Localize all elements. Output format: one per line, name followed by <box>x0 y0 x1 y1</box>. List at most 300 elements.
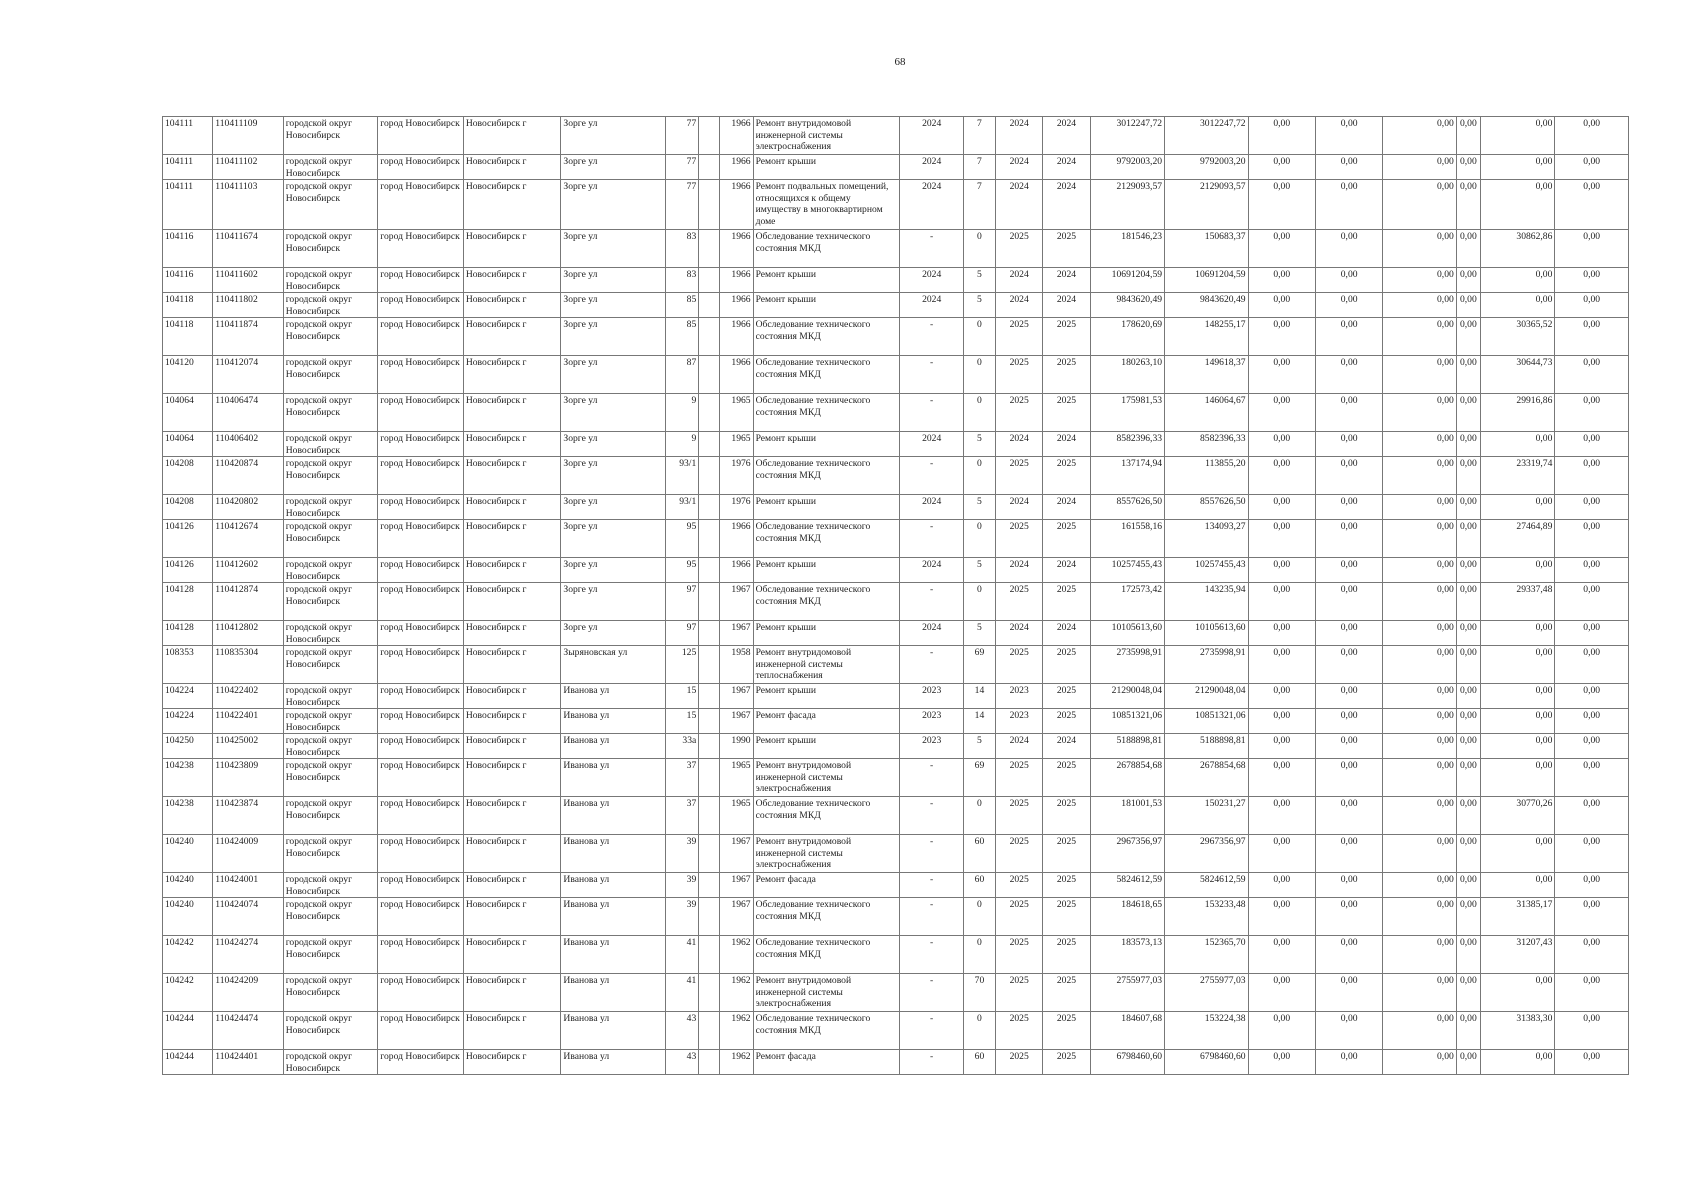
cell-other-cost: 0,00 <box>1456 898 1480 936</box>
cell-house-number: 93/1 <box>666 457 699 495</box>
cell-wear-percent: 5 <box>963 293 995 318</box>
cell-district: городской округ Новосибирск <box>283 520 378 558</box>
cell-wear-percent: 0 <box>963 520 995 558</box>
cell-work-id: 110420802 <box>213 495 283 520</box>
cell-owners-cost: 30862,86 <box>1480 230 1554 268</box>
cell-regional-cost: 0,00 <box>1315 155 1382 180</box>
cell-start-year: 2025 <box>996 974 1043 1012</box>
cell-start-year: 2024 <box>996 558 1043 583</box>
cell-plan-year: - <box>900 583 963 621</box>
cell-work-type: Обследование технического состояния МКД <box>753 1012 900 1050</box>
cell-wear-percent: 69 <box>963 759 995 797</box>
cell-plan-year: - <box>900 759 963 797</box>
cell-city: Новосибирск г <box>463 155 561 180</box>
cell-plan-year: - <box>900 230 963 268</box>
cell-build-year: 1967 <box>720 873 753 898</box>
cell-fund-cost: 113855,20 <box>1165 457 1249 495</box>
cell-house-id: 108353 <box>163 646 213 684</box>
cell-federal-cost: 0,00 <box>1248 230 1315 268</box>
cell-settlement: город Новосибирск <box>378 1012 464 1050</box>
cell-regional-cost: 0,00 <box>1315 318 1382 356</box>
cell-total-cost: 9843620,49 <box>1090 293 1164 318</box>
cell-work-id: 110412874 <box>213 583 283 621</box>
cell-house-id: 104240 <box>163 873 213 898</box>
cell-fund-cost: 2735998,91 <box>1165 646 1249 684</box>
cell-house-id: 104242 <box>163 936 213 974</box>
cell-total-cost: 180263,10 <box>1090 356 1164 394</box>
cell-total-cost: 3012247,72 <box>1090 117 1164 155</box>
cell-district: городской округ Новосибирск <box>283 268 378 293</box>
cell-house-id: 104126 <box>163 558 213 583</box>
cell-other-cost: 0,00 <box>1456 621 1480 646</box>
cell-housing <box>699 1050 720 1075</box>
cell-settlement: город Новосибирск <box>378 583 464 621</box>
cell-work-id: 110420874 <box>213 457 283 495</box>
cell-other-cost: 0,00 <box>1456 558 1480 583</box>
cell-extra-cost: 0,00 <box>1555 394 1629 432</box>
cell-regional-cost: 0,00 <box>1315 432 1382 457</box>
cell-end-year: 2024 <box>1043 268 1090 293</box>
cell-street: Зыряновская ул <box>561 646 666 684</box>
cell-city: Новосибирск г <box>463 558 561 583</box>
cell-work-type: Ремонт крыши <box>753 268 900 293</box>
cell-house-id: 104242 <box>163 974 213 1012</box>
cell-street: Иванова ул <box>561 898 666 936</box>
cell-start-year: 2025 <box>996 873 1043 898</box>
cell-city: Новосибирск г <box>463 898 561 936</box>
cell-wear-percent: 7 <box>963 117 995 155</box>
cell-local-cost: 0,00 <box>1383 1012 1456 1050</box>
cell-plan-year: - <box>900 457 963 495</box>
cell-city: Новосибирск г <box>463 974 561 1012</box>
cell-other-cost: 0,00 <box>1456 835 1480 873</box>
cell-federal-cost: 0,00 <box>1248 621 1315 646</box>
cell-end-year: 2025 <box>1043 835 1090 873</box>
cell-end-year: 2024 <box>1043 621 1090 646</box>
cell-work-type: Обследование технического состояния МКД <box>753 230 900 268</box>
cell-house-id: 104244 <box>163 1050 213 1075</box>
cell-housing <box>699 797 720 835</box>
cell-settlement: город Новосибирск <box>378 936 464 974</box>
cell-street: Иванова ул <box>561 709 666 734</box>
cell-build-year: 1966 <box>720 356 753 394</box>
cell-other-cost: 0,00 <box>1456 394 1480 432</box>
cell-city: Новосибирск г <box>463 1012 561 1050</box>
cell-other-cost: 0,00 <box>1456 1012 1480 1050</box>
cell-end-year: 2025 <box>1043 583 1090 621</box>
cell-housing <box>699 318 720 356</box>
cell-start-year: 2025 <box>996 230 1043 268</box>
cell-plan-year: 2024 <box>900 268 963 293</box>
cell-start-year: 2025 <box>996 457 1043 495</box>
cell-other-cost: 0,00 <box>1456 684 1480 709</box>
cell-local-cost: 0,00 <box>1383 117 1456 155</box>
cell-house-number: 77 <box>666 155 699 180</box>
cell-housing <box>699 558 720 583</box>
cell-start-year: 2024 <box>996 155 1043 180</box>
cell-federal-cost: 0,00 <box>1248 873 1315 898</box>
cell-city: Новосибирск г <box>463 759 561 797</box>
cell-street: Зорге ул <box>561 293 666 318</box>
cell-work-id: 110424274 <box>213 936 283 974</box>
cell-street: Иванова ул <box>561 835 666 873</box>
cell-house-id: 104240 <box>163 835 213 873</box>
cell-street: Зорге ул <box>561 558 666 583</box>
cell-federal-cost: 0,00 <box>1248 898 1315 936</box>
cell-build-year: 1965 <box>720 759 753 797</box>
cell-work-id: 110424209 <box>213 974 283 1012</box>
cell-fund-cost: 146064,67 <box>1165 394 1249 432</box>
cell-total-cost: 10691204,59 <box>1090 268 1164 293</box>
cell-wear-percent: 7 <box>963 180 995 230</box>
cell-settlement: город Новосибирск <box>378 646 464 684</box>
cell-extra-cost: 0,00 <box>1555 936 1629 974</box>
cell-end-year: 2025 <box>1043 1012 1090 1050</box>
cell-local-cost: 0,00 <box>1383 709 1456 734</box>
table-row <box>163 495 1629 520</box>
cell-extra-cost: 0,00 <box>1555 293 1629 318</box>
cell-house-number: 37 <box>666 759 699 797</box>
cell-plan-year: - <box>900 1050 963 1075</box>
cell-housing <box>699 432 720 457</box>
cell-start-year: 2025 <box>996 1050 1043 1075</box>
cell-street: Зорге ул <box>561 356 666 394</box>
cell-fund-cost: 10105613,60 <box>1165 621 1249 646</box>
cell-extra-cost: 0,00 <box>1555 558 1629 583</box>
cell-federal-cost: 0,00 <box>1248 684 1315 709</box>
table-row <box>163 684 1629 709</box>
cell-build-year: 1958 <box>720 646 753 684</box>
cell-federal-cost: 0,00 <box>1248 1012 1315 1050</box>
cell-other-cost: 0,00 <box>1456 759 1480 797</box>
table-row <box>163 394 1629 432</box>
cell-start-year: 2025 <box>996 797 1043 835</box>
cell-local-cost: 0,00 <box>1383 936 1456 974</box>
cell-settlement: город Новосибирск <box>378 734 464 759</box>
cell-fund-cost: 8582396,33 <box>1165 432 1249 457</box>
cell-fund-cost: 10691204,59 <box>1165 268 1249 293</box>
cell-work-type: Ремонт крыши <box>753 495 900 520</box>
cell-work-id: 110424401 <box>213 1050 283 1075</box>
cell-federal-cost: 0,00 <box>1248 734 1315 759</box>
cell-house-id: 104240 <box>163 898 213 936</box>
cell-plan-year: 2024 <box>900 621 963 646</box>
cell-regional-cost: 0,00 <box>1315 734 1382 759</box>
cell-settlement: город Новосибирск <box>378 318 464 356</box>
cell-work-id: 110425002 <box>213 734 283 759</box>
cell-house-id: 104120 <box>163 356 213 394</box>
cell-house-id: 104064 <box>163 432 213 457</box>
cell-regional-cost: 0,00 <box>1315 684 1382 709</box>
cell-local-cost: 0,00 <box>1383 520 1456 558</box>
cell-street: Зорге ул <box>561 520 666 558</box>
cell-fund-cost: 152365,70 <box>1165 936 1249 974</box>
cell-local-cost: 0,00 <box>1383 558 1456 583</box>
cell-regional-cost: 0,00 <box>1315 936 1382 974</box>
cell-work-id: 110411602 <box>213 268 283 293</box>
cell-total-cost: 2678854,68 <box>1090 759 1164 797</box>
cell-total-cost: 181546,23 <box>1090 230 1164 268</box>
cell-housing <box>699 873 720 898</box>
cell-local-cost: 0,00 <box>1383 495 1456 520</box>
cell-fund-cost: 5188898,81 <box>1165 734 1249 759</box>
cell-house-number: 41 <box>666 936 699 974</box>
cell-housing <box>699 759 720 797</box>
cell-work-id: 110424009 <box>213 835 283 873</box>
cell-plan-year: 2023 <box>900 709 963 734</box>
cell-federal-cost: 0,00 <box>1248 1050 1315 1075</box>
cell-work-type: Ремонт крыши <box>753 155 900 180</box>
cell-extra-cost: 0,00 <box>1555 520 1629 558</box>
cell-street: Зорге ул <box>561 621 666 646</box>
cell-fund-cost: 150231,27 <box>1165 797 1249 835</box>
cell-house-id: 104208 <box>163 457 213 495</box>
cell-build-year: 1967 <box>720 709 753 734</box>
cell-plan-year: - <box>900 646 963 684</box>
cell-federal-cost: 0,00 <box>1248 558 1315 583</box>
cell-local-cost: 0,00 <box>1383 797 1456 835</box>
cell-city: Новосибирск г <box>463 1050 561 1075</box>
cell-street: Иванова ул <box>561 1050 666 1075</box>
cell-end-year: 2025 <box>1043 318 1090 356</box>
cell-work-id: 110412602 <box>213 558 283 583</box>
cell-extra-cost: 0,00 <box>1555 873 1629 898</box>
cell-settlement: город Новосибирск <box>378 558 464 583</box>
cell-fund-cost: 2129093,57 <box>1165 180 1249 230</box>
cell-fund-cost: 2678854,68 <box>1165 759 1249 797</box>
cell-house-number: 43 <box>666 1012 699 1050</box>
cell-owners-cost: 0,00 <box>1480 117 1554 155</box>
cell-work-type: Ремонт фасада <box>753 873 900 898</box>
cell-house-number: 77 <box>666 117 699 155</box>
cell-settlement: город Новосибирск <box>378 1050 464 1075</box>
cell-wear-percent: 60 <box>963 835 995 873</box>
cell-end-year: 2024 <box>1043 495 1090 520</box>
cell-owners-cost: 0,00 <box>1480 495 1554 520</box>
cell-work-id: 110411874 <box>213 318 283 356</box>
cell-house-number: 39 <box>666 873 699 898</box>
cell-end-year: 2025 <box>1043 1050 1090 1075</box>
cell-settlement: город Новосибирск <box>378 432 464 457</box>
cell-federal-cost: 0,00 <box>1248 117 1315 155</box>
cell-end-year: 2025 <box>1043 684 1090 709</box>
cell-owners-cost: 31383,30 <box>1480 1012 1554 1050</box>
cell-house-number: 93/1 <box>666 495 699 520</box>
cell-city: Новосибирск г <box>463 293 561 318</box>
cell-total-cost: 6798460,60 <box>1090 1050 1164 1075</box>
cell-wear-percent: 5 <box>963 268 995 293</box>
cell-wear-percent: 0 <box>963 583 995 621</box>
cell-other-cost: 0,00 <box>1456 356 1480 394</box>
cell-work-id: 110411103 <box>213 180 283 230</box>
table-row <box>163 117 1629 155</box>
page-number: 68 <box>894 56 906 68</box>
cell-federal-cost: 0,00 <box>1248 974 1315 1012</box>
cell-total-cost: 10105613,60 <box>1090 621 1164 646</box>
cell-end-year: 2025 <box>1043 974 1090 1012</box>
cell-extra-cost: 0,00 <box>1555 457 1629 495</box>
cell-street: Зорге ул <box>561 268 666 293</box>
cell-work-id: 110412074 <box>213 356 283 394</box>
cell-total-cost: 2755977,03 <box>1090 974 1164 1012</box>
cell-build-year: 1966 <box>720 230 753 268</box>
cell-owners-cost: 0,00 <box>1480 646 1554 684</box>
cell-wear-percent: 69 <box>963 646 995 684</box>
cell-house-number: 87 <box>666 356 699 394</box>
cell-regional-cost: 0,00 <box>1315 873 1382 898</box>
cell-street: Зорге ул <box>561 318 666 356</box>
cell-federal-cost: 0,00 <box>1248 520 1315 558</box>
cell-end-year: 2024 <box>1043 180 1090 230</box>
cell-wear-percent: 0 <box>963 898 995 936</box>
cell-district: городской округ Новосибирск <box>283 457 378 495</box>
cell-local-cost: 0,00 <box>1383 394 1456 432</box>
cell-regional-cost: 0,00 <box>1315 1050 1382 1075</box>
cell-build-year: 1976 <box>720 495 753 520</box>
cell-federal-cost: 0,00 <box>1248 583 1315 621</box>
cell-wear-percent: 70 <box>963 974 995 1012</box>
cell-total-cost: 175981,53 <box>1090 394 1164 432</box>
cell-housing <box>699 583 720 621</box>
cell-work-id: 110424074 <box>213 898 283 936</box>
cell-street: Зорге ул <box>561 230 666 268</box>
cell-street: Иванова ул <box>561 797 666 835</box>
cell-plan-year: 2024 <box>900 155 963 180</box>
cell-wear-percent: 0 <box>963 318 995 356</box>
cell-extra-cost: 0,00 <box>1555 759 1629 797</box>
table-body <box>163 117 1629 1075</box>
cell-plan-year: - <box>900 936 963 974</box>
cell-total-cost: 10257455,43 <box>1090 558 1164 583</box>
cell-settlement: город Новосибирск <box>378 356 464 394</box>
cell-local-cost: 0,00 <box>1383 356 1456 394</box>
cell-owners-cost: 0,00 <box>1480 180 1554 230</box>
cell-fund-cost: 9843620,49 <box>1165 293 1249 318</box>
cell-start-year: 2024 <box>996 432 1043 457</box>
cell-total-cost: 2129093,57 <box>1090 180 1164 230</box>
cell-owners-cost: 29916,86 <box>1480 394 1554 432</box>
cell-regional-cost: 0,00 <box>1315 457 1382 495</box>
cell-settlement: город Новосибирск <box>378 495 464 520</box>
cell-total-cost: 8582396,33 <box>1090 432 1164 457</box>
cell-district: городской округ Новосибирск <box>283 1050 378 1075</box>
cell-regional-cost: 0,00 <box>1315 898 1382 936</box>
cell-regional-cost: 0,00 <box>1315 583 1382 621</box>
cell-regional-cost: 0,00 <box>1315 117 1382 155</box>
cell-work-id: 110424474 <box>213 1012 283 1050</box>
cell-extra-cost: 0,00 <box>1555 974 1629 1012</box>
cell-local-cost: 0,00 <box>1383 268 1456 293</box>
cell-house-number: 37 <box>666 797 699 835</box>
cell-start-year: 2024 <box>996 495 1043 520</box>
cell-work-type: Обследование технического состояния МКД <box>753 898 900 936</box>
cell-start-year: 2024 <box>996 180 1043 230</box>
cell-build-year: 1966 <box>720 318 753 356</box>
cell-work-type: Ремонт подвальных помещений, относящихся к общему имуществу в многоквартирном доме <box>753 180 900 230</box>
cell-housing <box>699 936 720 974</box>
cell-city: Новосибирск г <box>463 495 561 520</box>
table-row <box>163 734 1629 759</box>
cell-start-year: 2025 <box>996 520 1043 558</box>
cell-work-type: Ремонт внутридомовой инженерной системы теплоснабжения <box>753 646 900 684</box>
cell-district: городской округ Новосибирск <box>283 558 378 583</box>
cell-street: Иванова ул <box>561 759 666 797</box>
cell-start-year: 2025 <box>996 646 1043 684</box>
cell-district: городской округ Новосибирск <box>283 709 378 734</box>
cell-extra-cost: 0,00 <box>1555 583 1629 621</box>
cell-owners-cost: 0,00 <box>1480 873 1554 898</box>
cell-extra-cost: 0,00 <box>1555 356 1629 394</box>
cell-end-year: 2025 <box>1043 936 1090 974</box>
cell-owners-cost: 0,00 <box>1480 709 1554 734</box>
cell-plan-year: 2024 <box>900 432 963 457</box>
cell-wear-percent: 0 <box>963 230 995 268</box>
cell-start-year: 2025 <box>996 898 1043 936</box>
cell-work-type: Ремонт внутридомовой инженерной системы электроснабжения <box>753 117 900 155</box>
cell-owners-cost: 0,00 <box>1480 759 1554 797</box>
cell-settlement: город Новосибирск <box>378 709 464 734</box>
cell-fund-cost: 150683,37 <box>1165 230 1249 268</box>
cell-work-id: 110411674 <box>213 230 283 268</box>
cell-street: Зорге ул <box>561 583 666 621</box>
cell-end-year: 2025 <box>1043 394 1090 432</box>
cell-build-year: 1966 <box>720 155 753 180</box>
cell-plan-year: 2024 <box>900 495 963 520</box>
cell-owners-cost: 0,00 <box>1480 558 1554 583</box>
cell-work-id: 110424001 <box>213 873 283 898</box>
cell-extra-cost: 0,00 <box>1555 835 1629 873</box>
cell-district: городской округ Новосибирск <box>283 318 378 356</box>
cell-local-cost: 0,00 <box>1383 155 1456 180</box>
cell-housing <box>699 621 720 646</box>
cell-regional-cost: 0,00 <box>1315 974 1382 1012</box>
table-row <box>163 432 1629 457</box>
cell-work-id: 110406402 <box>213 432 283 457</box>
cell-wear-percent: 14 <box>963 709 995 734</box>
cell-other-cost: 0,00 <box>1456 155 1480 180</box>
cell-work-id: 110423874 <box>213 797 283 835</box>
cell-extra-cost: 0,00 <box>1555 268 1629 293</box>
cell-federal-cost: 0,00 <box>1248 180 1315 230</box>
cell-federal-cost: 0,00 <box>1248 936 1315 974</box>
cell-fund-cost: 5824612,59 <box>1165 873 1249 898</box>
cell-start-year: 2025 <box>996 759 1043 797</box>
cell-build-year: 1967 <box>720 621 753 646</box>
cell-city: Новосибирск г <box>463 734 561 759</box>
cell-house-number: 97 <box>666 621 699 646</box>
cell-end-year: 2024 <box>1043 734 1090 759</box>
cell-local-cost: 0,00 <box>1383 318 1456 356</box>
cell-street: Зорге ул <box>561 155 666 180</box>
cell-build-year: 1966 <box>720 520 753 558</box>
cell-federal-cost: 0,00 <box>1248 356 1315 394</box>
cell-city: Новосибирск г <box>463 621 561 646</box>
cell-extra-cost: 0,00 <box>1555 318 1629 356</box>
cell-house-number: 9 <box>666 394 699 432</box>
cell-house-id: 104118 <box>163 293 213 318</box>
cell-city: Новосибирск г <box>463 835 561 873</box>
cell-owners-cost: 0,00 <box>1480 293 1554 318</box>
cell-federal-cost: 0,00 <box>1248 318 1315 356</box>
cell-city: Новосибирск г <box>463 646 561 684</box>
cell-other-cost: 0,00 <box>1456 117 1480 155</box>
cell-house-number: 9 <box>666 432 699 457</box>
cell-federal-cost: 0,00 <box>1248 495 1315 520</box>
cell-work-type: Обследование технического состояния МКД <box>753 936 900 974</box>
cell-extra-cost: 0,00 <box>1555 117 1629 155</box>
cell-end-year: 2025 <box>1043 457 1090 495</box>
cell-housing <box>699 180 720 230</box>
